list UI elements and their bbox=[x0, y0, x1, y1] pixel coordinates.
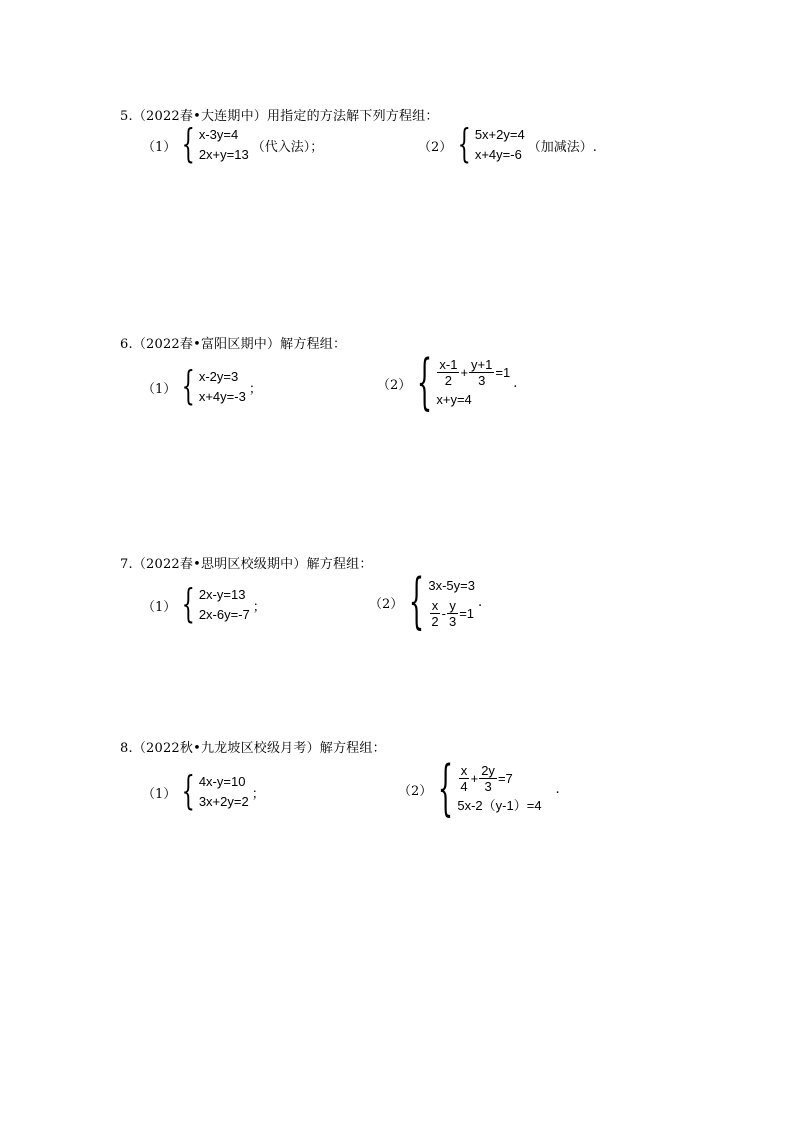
numerator: 2y bbox=[481, 763, 495, 778]
fraction bbox=[458, 763, 469, 794]
equation-2: 3x+2y=2 bbox=[198, 794, 249, 809]
question-source: （2022秋•九龙坡区校级月考） bbox=[132, 741, 320, 756]
equation-1: x-3y=4 bbox=[198, 127, 239, 142]
part-label: （2） bbox=[377, 378, 412, 393]
equation-system bbox=[199, 772, 249, 812]
brace-icon: { bbox=[457, 122, 472, 168]
q5-part1 bbox=[142, 122, 324, 168]
numerator: y bbox=[449, 598, 456, 613]
q6-part1 bbox=[142, 364, 262, 410]
q6-part2 bbox=[377, 347, 518, 418]
operator: - bbox=[441, 606, 446, 621]
equation-system bbox=[199, 125, 249, 165]
equation-1: 2x-y=13 bbox=[198, 587, 246, 602]
equation-1 bbox=[436, 357, 510, 388]
numerator: x bbox=[460, 763, 468, 778]
brace-icon: { bbox=[181, 364, 196, 410]
question-prompt: 解方程组： bbox=[306, 557, 373, 572]
equation-2: 2x+y=13 bbox=[198, 147, 249, 162]
equation-1: x-2y=3 bbox=[198, 369, 239, 384]
question-source: （2022春•思明区校级期中） bbox=[132, 557, 307, 572]
q7-part1 bbox=[142, 582, 266, 628]
question-prompt: 解方程组： bbox=[280, 337, 347, 352]
equation-2: 5x-2（y-1）=4 bbox=[457, 798, 542, 813]
method-note: （代入法）； bbox=[251, 139, 324, 155]
equation-system bbox=[428, 575, 475, 630]
denominator: 3 bbox=[478, 373, 486, 388]
question-source: （2022春•富阳区期中） bbox=[132, 337, 281, 352]
punctuation: ； bbox=[251, 786, 265, 802]
equation-2: x+4y=-3 bbox=[198, 389, 246, 404]
rhs: =1 bbox=[495, 365, 511, 380]
equation-1: 5x+2y=4 bbox=[474, 127, 525, 142]
equation-system bbox=[436, 356, 510, 411]
punctuation: ； bbox=[248, 381, 262, 397]
question-number: 6. bbox=[120, 337, 133, 352]
fraction bbox=[437, 357, 459, 388]
rhs: =1 bbox=[459, 606, 475, 621]
punctuation: . bbox=[513, 376, 518, 391]
equation-system bbox=[199, 367, 246, 407]
fraction bbox=[479, 763, 497, 794]
equation-system bbox=[199, 585, 250, 625]
q8-part1 bbox=[142, 769, 265, 815]
denominator: 2 bbox=[444, 373, 453, 388]
numerator: x bbox=[431, 598, 439, 613]
operator: + bbox=[470, 771, 479, 786]
equation-2 bbox=[428, 598, 475, 629]
question-7-heading bbox=[120, 553, 373, 572]
punctuation: . bbox=[478, 595, 483, 610]
equation-2: x+y=4 bbox=[436, 392, 472, 407]
brace-icon: { bbox=[181, 122, 196, 168]
question-prompt: 用指定的方法解下列方程组： bbox=[266, 109, 439, 124]
equation-2: 2x-6y=-7 bbox=[198, 607, 250, 622]
method-note: （加减法）. bbox=[527, 139, 597, 155]
part-label: （1） bbox=[142, 786, 177, 802]
fraction bbox=[447, 598, 458, 629]
part-label: （2） bbox=[418, 139, 453, 155]
q8-part2 bbox=[398, 753, 560, 824]
equation-1: 3x-5y=3 bbox=[428, 578, 475, 593]
equation-2: x+4y=-6 bbox=[474, 147, 522, 162]
question-6-heading bbox=[120, 333, 346, 352]
part-label: （1） bbox=[142, 599, 177, 615]
question-8-heading bbox=[120, 737, 386, 756]
rhs: =7 bbox=[497, 771, 513, 786]
brace-icon: { bbox=[417, 347, 433, 418]
part-label: （2） bbox=[398, 784, 433, 799]
question-number: 8. bbox=[120, 741, 133, 756]
brace-icon: { bbox=[438, 753, 454, 824]
fraction bbox=[429, 598, 440, 629]
question-number: 7. bbox=[120, 557, 133, 572]
part-label: （1） bbox=[142, 139, 177, 155]
fraction bbox=[469, 357, 494, 388]
denominator: 3 bbox=[484, 779, 492, 794]
brace-icon: { bbox=[181, 769, 196, 815]
operator: + bbox=[460, 365, 469, 380]
denominator: 4 bbox=[460, 779, 468, 794]
numerator: x-1 bbox=[439, 357, 458, 372]
equation-system bbox=[475, 125, 525, 165]
denominator: 2 bbox=[431, 614, 439, 629]
numerator: y+1 bbox=[471, 357, 493, 372]
question-5-heading bbox=[120, 105, 439, 124]
denominator: 3 bbox=[448, 614, 457, 629]
question-source: （2022春•大连期中） bbox=[132, 109, 267, 124]
q5-part2 bbox=[418, 122, 597, 168]
brace-icon: { bbox=[409, 566, 425, 637]
punctuation: ； bbox=[252, 599, 266, 615]
q7-part2 bbox=[369, 566, 483, 637]
equation-1: 4x-y=10 bbox=[198, 774, 246, 789]
equation-1 bbox=[457, 763, 541, 794]
brace-icon: { bbox=[181, 582, 196, 628]
equation-system bbox=[457, 762, 541, 817]
punctuation: . bbox=[555, 782, 560, 797]
question-number: 5. bbox=[120, 109, 133, 124]
part-label: （2） bbox=[369, 597, 404, 612]
part-label: （1） bbox=[142, 381, 177, 397]
question-prompt: 解方程组： bbox=[319, 741, 386, 756]
